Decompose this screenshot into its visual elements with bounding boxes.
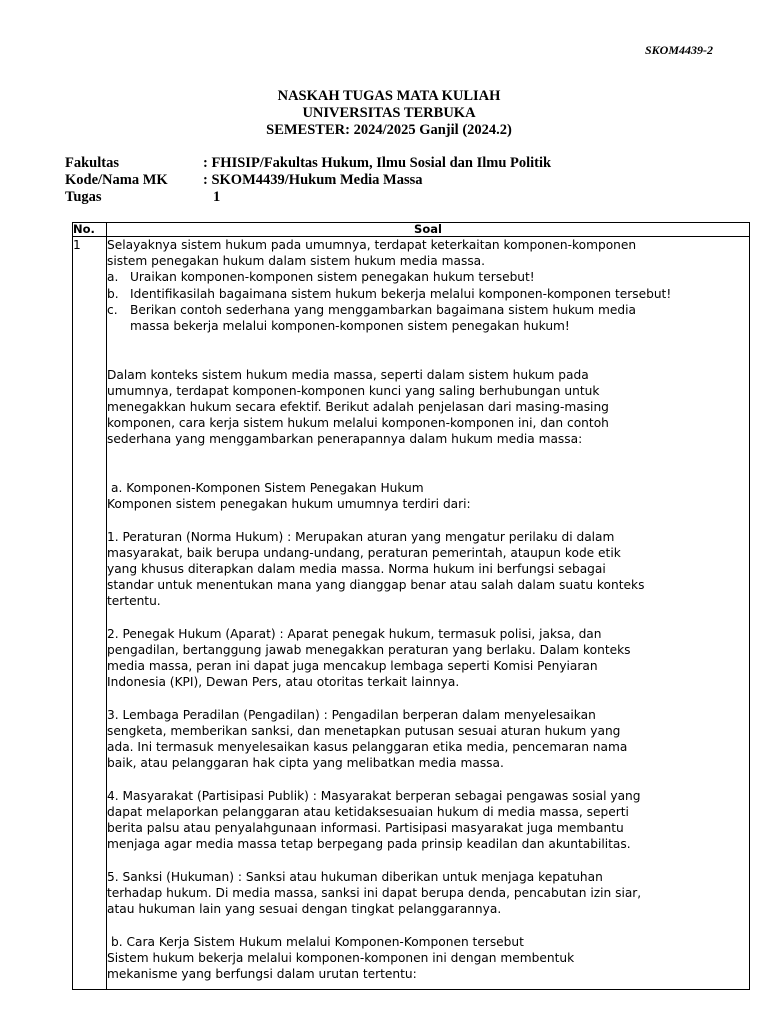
component-4-line: dapat melaporkan pelanggaran atau ketidaksesuaian hukum di media massa, seperti (107, 804, 629, 819)
section-b-line: mekanisme yang berfungsi dalam urutan tertentu: (107, 966, 417, 981)
answer-intro-line: komponen, cara kerja sistem hukum melalui komponen-komponen ini, dan contoh (107, 416, 609, 431)
document-code: SKOM4439-2 (644, 43, 713, 57)
question-item-a (107, 269, 749, 285)
question-text (130, 302, 636, 334)
component-2-line: Indonesia (KPI), Dewan Pers, atau otoritas terkait lainnya. (107, 675, 460, 690)
component-1-line: standar untuk menentukan mana yang dianggap benar atau salah dalam suatu konteks (107, 578, 645, 593)
section-a-lead: Komponen sistem penegakan hukum umumnya terdiri dari: (107, 497, 471, 512)
component-5-line: 5. Sanksi (Hukuman) : Sanksi atau hukuman diberikan untuk menjaga kepatuhan (107, 869, 603, 884)
title-line-1: NASKAH TUGAS MATA KULIAH (277, 88, 501, 104)
intro-line: sistem penegakan hukum dalam sistem hukum media massa. (107, 254, 486, 269)
title-line-3: SEMESTER: 2024/2025 Ganjil (2024.2) (266, 122, 512, 138)
question-body (107, 237, 750, 990)
course-label: Kode/Nama MK (65, 172, 168, 188)
question-text-line: Berikan contoh sederhana yang menggambarkan bagaimana sistem hukum media (130, 302, 636, 317)
component-1-line: tertentu. (107, 594, 161, 609)
answer-intro-line: umumnya, terdapat komponen-komponen kunci yang saling berhubungan untuk (107, 383, 600, 398)
tugas-row (65, 189, 551, 206)
fakultas-label: Fakultas (65, 155, 119, 171)
component-4-line: 4. Masyarakat (Partisipasi Publik) : Masyarakat berperan sebagai pengawas sosial yang (107, 788, 641, 803)
column-header-soal: Soal (107, 223, 750, 237)
course-value: : SKOM4439/Hukum Media Massa (203, 172, 423, 188)
question-letter: b. (107, 286, 119, 301)
component-2-line: 2. Penegak Hukum (Aparat) : Aparat penegak hukum, termasuk polisi, jaksa, dan (107, 626, 602, 641)
component-1-line: masyarakat, baik berupa undang-undang, peraturan pemerintah, ataupun kode etik (107, 545, 621, 560)
question-text-line: massa bekerja melalui komponen-komponen sistem penegakan hukum! (130, 319, 570, 334)
section-b-line: Sistem hukum bekerja melalui komponen-komponen ini dengan membentuk (107, 950, 575, 965)
answer-intro-line: Dalam konteks sistem hukum media massa, seperti dalam sistem hukum pada (107, 367, 589, 382)
course-info (65, 155, 551, 206)
fakultas-row (65, 155, 551, 172)
column-header-no: No. (73, 223, 107, 237)
question-item-b (107, 286, 749, 302)
component-5-line: atau hukuman lain yang sesuai dengan tingkat pelanggarannya. (107, 902, 502, 917)
component-4-line: berita palsu atau penyalahgunaan informasi. Partisipasi masyarakat juga membantu (107, 821, 624, 836)
component-1-line: yang khusus diterapkan dalam media massa. Norma hukum ini berfungsi sebagai (107, 561, 606, 576)
answer-intro-line: sederhana yang menggambarkan penerapannya dalam hukum media massa: (107, 432, 583, 447)
fakultas-value: : FHISIP/Fakultas Hukum, Ilmu Sosial dan Ilmu Politik (203, 155, 552, 171)
component-4-line: menjaga agar media massa tetap berpegang pada prinsip keadilan dan akuntabilitas. (107, 837, 631, 852)
question-table (72, 222, 750, 990)
component-2-line: media massa, peran ini dapat juga mencakup lembaga seperti Komisi Penyiaran (107, 659, 598, 674)
table-row (73, 237, 750, 990)
component-3-line: sengketa, memberikan sanksi, dan menetapkan putusan sesuai aturan hukum yang (107, 723, 621, 738)
question-text: Identifikasilah bagaimana sistem hukum bekerja melalui komponen-komponen tersebut! (130, 286, 672, 301)
component-1-line: 1. Peraturan (Norma Hukum) : Merupakan aturan yang mengatur perilaku di dalam (107, 529, 615, 544)
intro-line: Selayaknya sistem hukum pada umumnya, terdapat keterkaitan komponen-komponen (107, 238, 637, 252)
question-letter: a. (107, 270, 119, 285)
component-3-line: 3. Lembaga Peradilan (Pengadilan) : Pengadilan berperan dalam menyelesaikan (107, 707, 596, 722)
component-5-line: terhadap hukum. Di media massa, sanksi ini dapat berupa denda, pencabutan izin siar, (107, 885, 642, 900)
course-row (65, 172, 551, 189)
tugas-label: Tugas (65, 189, 102, 205)
component-3-line: baik, atau pelanggaran hak cipta yang melibatkan media massa. (107, 756, 504, 771)
question-letter: c. (107, 302, 118, 317)
component-3-line: ada. Ini termasuk menyelesaikan kasus pelanggaran etika media, pencemaran nama (107, 740, 628, 755)
document-title (0, 88, 768, 139)
answer-intro-line: menegakkan hukum secara efektif. Berikut adalah penjelasan dari masing-masing (107, 400, 609, 414)
question-text: Uraikan komponen-komponen sistem penegakan hukum tersebut! (130, 270, 535, 285)
tugas-value: 1 (213, 189, 221, 205)
component-2-line: pengadilan, bertanggung jawab menegakkan peraturan yang berlaku. Dalam konteks (107, 642, 631, 657)
section-a-title: a. Komponen-Komponen Sistem Penegakan Hukum (111, 480, 424, 495)
question-number: 1 (73, 237, 107, 990)
section-b-title: b. Cara Kerja Sistem Hukum melalui Komponen-Komponen tersebut (111, 934, 524, 949)
title-line-2: UNIVERSITAS TERBUKA (302, 105, 476, 121)
question-item-c (107, 302, 749, 334)
table-header-row (73, 223, 750, 237)
